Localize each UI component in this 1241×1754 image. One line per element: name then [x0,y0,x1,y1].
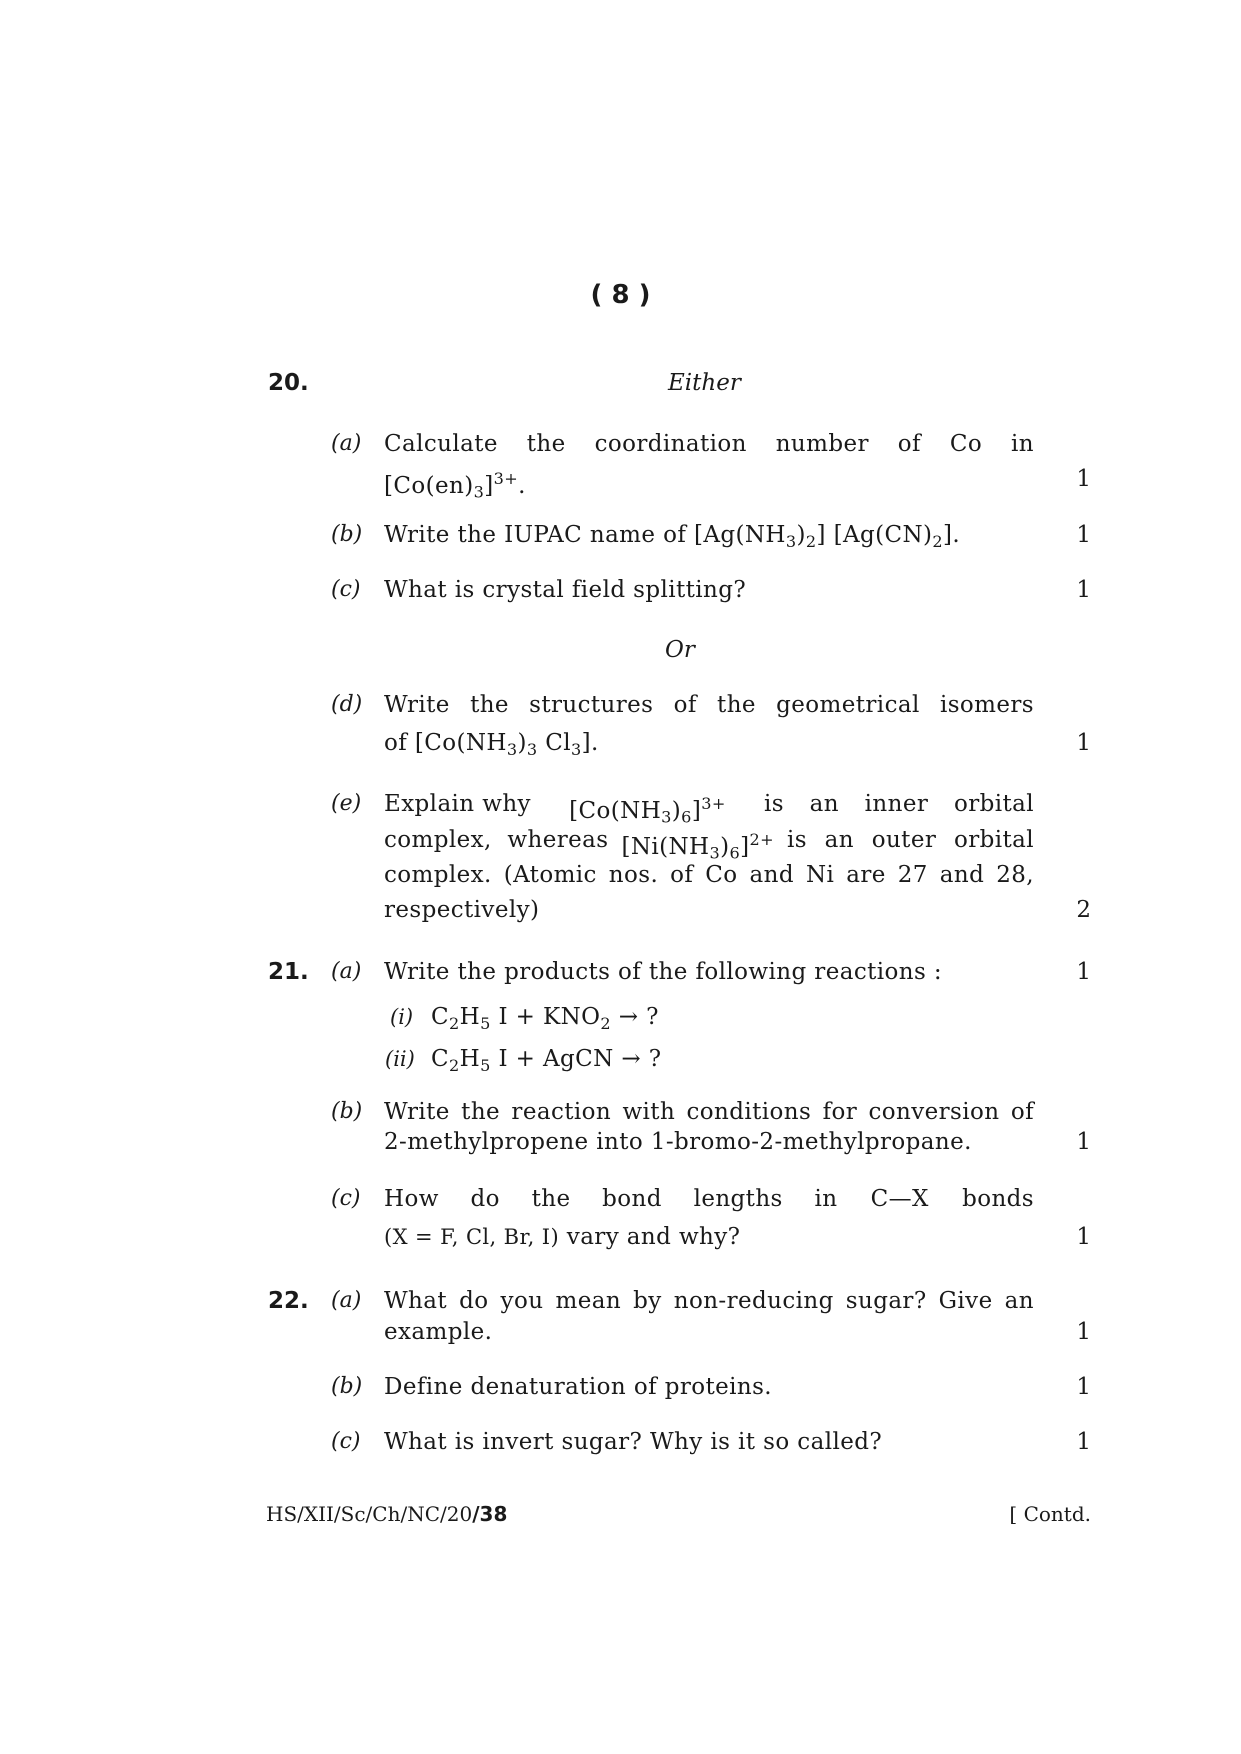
q21c-line1: How do the bond lengths in C—X bonds [384,1182,1034,1216]
q20c-marks: 1 [1076,577,1091,603]
q20d-marks: 1 [1076,730,1091,756]
q20a-label: (a) [331,431,362,456]
q20e-line3: complex. (Atomic nos. of Co and Ni are 27 and 28, [384,862,1034,888]
q22a-marks: 1 [1076,1319,1091,1345]
q21b-line1: Write the reaction with conditions for conversion of [384,1099,1034,1125]
q20a-formula: $[Co(en)_3]^{3+}$. [384,469,526,502]
q22b-label: (b) [331,1374,363,1399]
q20e-line2: complex, whereas $[Ni(NH_3)_6]^{2+}$ is an outer orbital [384,823,1034,871]
q20e-formula-ni: $[Ni(NH_3)_6]^{2+}$ [621,830,775,863]
q20b-label: (b) [331,522,363,547]
q20d-formula: [$Co(NH_3)_3$ $Cl_3$]. [414,730,599,759]
q21a-marks: 1 [1076,959,1091,985]
q22a-line1: What do you mean by non-reducing sugar? Give an [384,1288,1034,1314]
q20a-text: Calculate the coordination number of Co in [384,431,1034,457]
q21a-ii-formula: $C_2H_5$ I + AgCN → ? [431,1046,662,1075]
q21b-label: (b) [331,1099,363,1124]
q20e-line1: Explain why $[Co(NH_3)_6]^{3+}$ is an inner orbital [384,787,1034,835]
question-21-number: 21. [268,959,309,985]
q20d-line2: of [$Co(NH_3)_3$ $Cl_3$]. [384,730,599,759]
q20c-label: (c) [331,577,361,602]
q21c-line2: (X = F, Cl, Br, I) vary and why? [384,1224,741,1250]
question-20-number: 20. [268,370,309,396]
q20c-text: What is crystal field splitting? [384,577,747,603]
q21a-ii-label: (ii) [385,1047,415,1071]
q21b-marks: 1 [1076,1129,1091,1155]
q21b-line2: 2-methylpropene into 1-bromo-2-methylpropane. [384,1129,972,1155]
q20b-marks: 1 [1076,522,1091,548]
q20b-text: Write the IUPAC name of $[Ag(NH_3)_2]$ $[Ag(CN)_2]$. [384,522,961,551]
paper-code: HS/XII/Sc/Ch/NC/20/38 [266,1502,508,1526]
q20e-formula-co: $[Co(NH_3)_6]^{3+}$ [569,794,726,827]
q20e-line4: respectively) [384,897,540,923]
contd-label: [ Contd. [1009,1502,1091,1526]
q20d-label: (d) [331,692,363,717]
q21c-label: (c) [331,1186,361,1211]
q21a-i-label: (i) [390,1005,414,1029]
q22c-text: What is invert sugar? Why is it so called? [384,1429,883,1455]
q20e-marks: 2 [1076,897,1091,923]
q21a-label: (a) [331,959,362,984]
either-heading: Either [668,370,741,396]
q22b-text: Define denaturation of proteins. [384,1374,773,1400]
q20a-marks: 1 [1076,466,1091,492]
q22c-marks: 1 [1076,1429,1091,1455]
q21a-text: Write the products of the following reactions : [384,959,943,985]
q21c-marks: 1 [1076,1224,1091,1250]
q22a-label: (a) [331,1288,362,1313]
q22b-marks: 1 [1076,1374,1091,1400]
q20e-label: (e) [331,791,362,816]
q22a-line2: example. [384,1319,493,1345]
q20d-text: Write the structures of the geometrical isomers [384,692,1034,718]
q22c-label: (c) [331,1429,361,1454]
or-heading: Or [665,637,695,663]
q20b-formula: $[Ag(NH_3)_2]$ $[Ag(CN)_2]$. [694,522,961,551]
question-22-number: 22. [268,1288,309,1314]
page-number: ( 8 ) [590,280,651,310]
q21a-i-formula: $C_2H_5$ $I + KNO_2$ → ? [431,1004,659,1033]
q21c-formula: C—X [870,1186,929,1212]
